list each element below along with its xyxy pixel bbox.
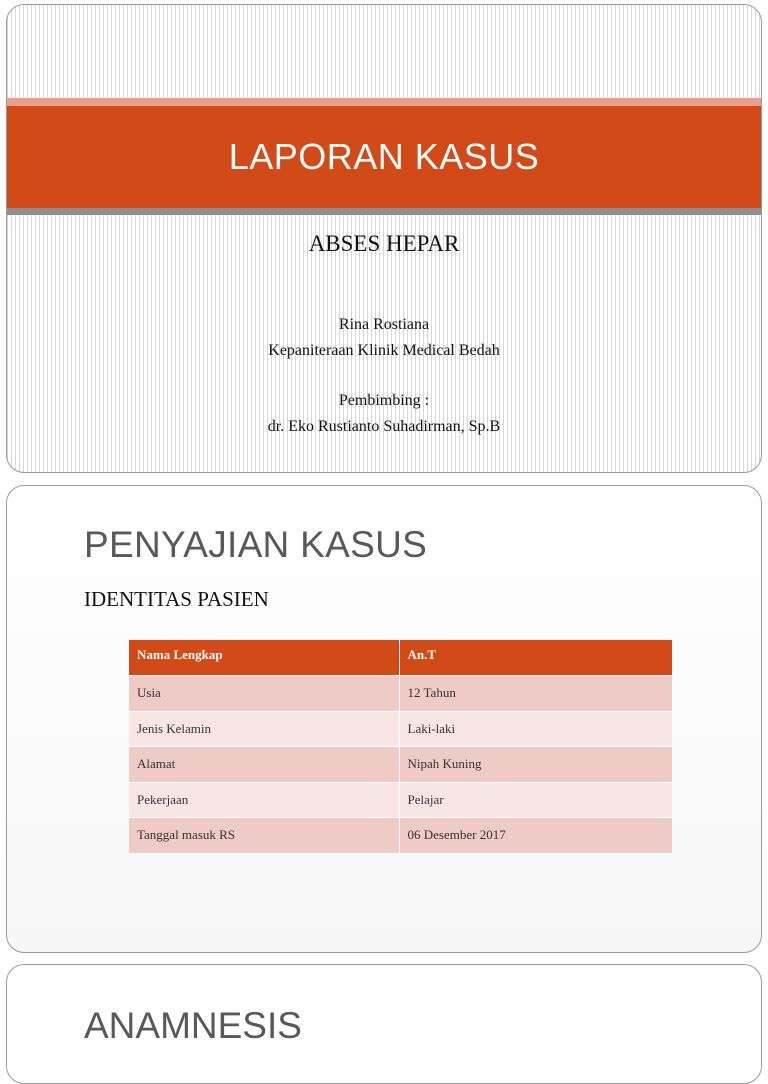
table-cell: 06 Desember 2017 [399, 818, 672, 854]
title-band-accent-top [7, 98, 761, 106]
table-cell: Pekerjaan [129, 782, 399, 818]
table-row [129, 818, 672, 854]
table-row [129, 747, 672, 783]
supervisor-name: dr. Eko Rustianto Suhadirman, Sp.B [267, 417, 501, 435]
table-cell: Alamat [129, 747, 399, 783]
table-cell: Laki-laki [399, 711, 672, 747]
table-cell: Tanggal masuk RS [129, 818, 399, 854]
table-cell: Jenis Kelamin [129, 711, 399, 747]
slide-heading: PENYAJIAN KASUS [84, 524, 428, 565]
table-cell: Pelajar [399, 782, 672, 818]
anamnesis-slide [6, 964, 762, 1084]
author-name: Rina Rostiana [338, 316, 430, 333]
program-name: Kepaniteraan Klinik Medical Bedah [268, 341, 500, 359]
table-header-row [129, 640, 672, 676]
slide-heading: ANAMNESIS [84, 1005, 302, 1046]
patient-identity-table [129, 640, 672, 854]
patient-identity-slide [6, 485, 762, 953]
table-cell: Nipah Kuning [399, 747, 672, 783]
table-row [129, 676, 672, 712]
table-row [129, 782, 672, 818]
title-band-accent-bottom [7, 208, 761, 215]
title-band [7, 106, 761, 208]
slide-subtitle: ABSES HEPAR [308, 231, 460, 256]
table-row [129, 711, 672, 747]
table-cell: Nama Lengkap [129, 640, 399, 676]
section-heading: IDENTITAS PASIEN [84, 587, 269, 611]
presenter-info [7, 312, 761, 439]
title-slide [6, 4, 762, 473]
supervisor-label: Pembimbing : [338, 392, 430, 409]
table-cell: 12 Tahun [399, 676, 672, 712]
spacer [7, 363, 761, 388]
slide-title: LAPORAN KASUS [228, 136, 540, 177]
table-cell: Usia [129, 676, 399, 712]
table-cell: An.T [399, 640, 672, 676]
